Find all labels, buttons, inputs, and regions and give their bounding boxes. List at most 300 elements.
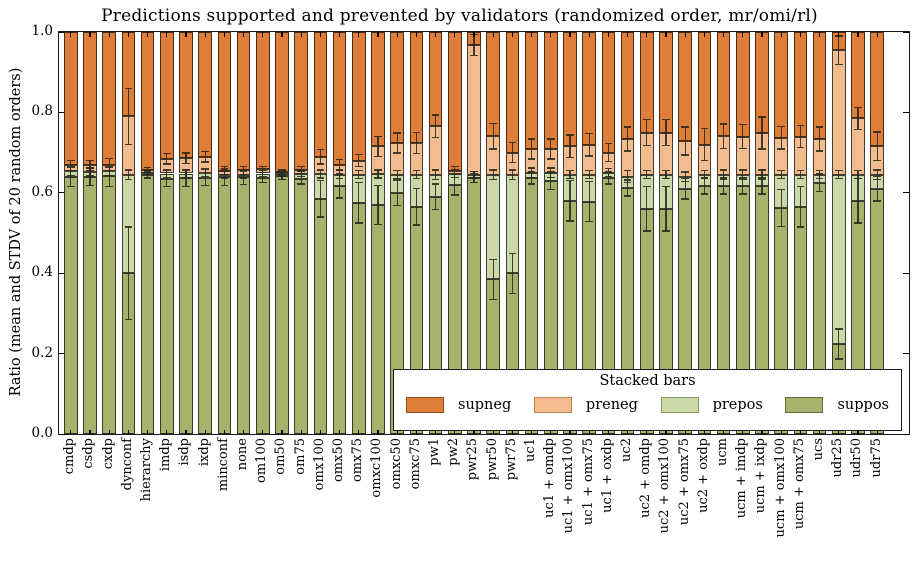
x-tick-mark <box>109 430 110 435</box>
error-bar-cap <box>777 170 785 171</box>
error-bar-cap <box>163 186 171 187</box>
error-bar-cap <box>701 128 709 129</box>
legend-entry-label: supneg <box>458 397 512 413</box>
error-bar-cap <box>624 195 632 196</box>
x-tick-mark <box>128 430 129 435</box>
x-tick-label: uc1 + omx75 <box>580 438 596 526</box>
error-bar-cap <box>816 191 824 192</box>
legend-item <box>661 395 763 415</box>
legend <box>393 369 902 431</box>
bar-segment-supneg <box>448 32 462 171</box>
x-tick-label: ucm + imdp <box>734 438 750 519</box>
bar-segment-suppos <box>294 179 308 434</box>
x-tick-label: omx50 <box>331 438 347 483</box>
legend-swatch-preneg <box>534 397 572 413</box>
error-bar <box>665 187 666 231</box>
error-bar-cap <box>336 178 344 179</box>
error-bar <box>742 178 743 194</box>
error-bar-cap <box>528 177 536 178</box>
error-bar-cap <box>720 179 728 180</box>
error-bar-cap <box>144 172 152 173</box>
error-bar-cap <box>374 169 382 170</box>
error-bar-cap <box>816 150 824 151</box>
x-tick-label: uc2 + omx100 <box>657 438 673 534</box>
error-bar-cap <box>278 179 286 180</box>
x-tick-mark <box>454 32 455 37</box>
error-bar-cap <box>528 158 536 159</box>
bar-segment-supneg <box>218 32 232 171</box>
error-bar-cap <box>393 132 401 133</box>
error-bar-cap <box>681 154 689 155</box>
bar-segment-supneg <box>870 32 884 146</box>
x-tick-label: omxc75 <box>407 438 423 490</box>
error-bar-cap <box>86 160 94 161</box>
x-tick-label: omx100 <box>311 438 327 491</box>
error-bar <box>493 123 494 149</box>
error-bar <box>569 135 570 158</box>
error-bar-cap <box>854 107 862 108</box>
error-bar <box>857 108 858 130</box>
error-bar-cap <box>259 176 267 177</box>
error-bar <box>128 227 129 319</box>
bar-segment-prepos <box>832 175 846 344</box>
x-tick-label: udr50 <box>849 438 865 478</box>
bar-segment-supneg <box>141 32 155 170</box>
x-tick-label: pwr50 <box>484 438 500 481</box>
error-bar-cap <box>163 169 171 170</box>
error-bar-cap <box>317 169 325 170</box>
error-bar-cap <box>509 253 517 254</box>
error-bar <box>800 125 801 148</box>
error-bar <box>704 178 705 194</box>
x-tick-mark <box>416 32 417 37</box>
error-bar-cap <box>451 177 459 178</box>
error-bar-cap <box>278 174 286 175</box>
error-bar-cap <box>643 145 651 146</box>
x-tick-label: ucm <box>715 438 731 466</box>
x-tick-mark <box>377 32 378 37</box>
error-bar-cap <box>413 153 421 154</box>
error-bar-cap <box>470 171 478 172</box>
x-tick-label: csdp <box>81 438 97 469</box>
error-bar-cap <box>451 194 459 195</box>
error-bar-cap <box>182 177 190 178</box>
x-tick-label: om50 <box>273 438 289 475</box>
bar-segment-suppos <box>218 177 232 434</box>
legend-entry-label: preneg <box>585 397 638 413</box>
error-bar-cap <box>355 154 363 155</box>
error-bar-cap <box>317 163 325 164</box>
bar-segment-supneg <box>333 32 347 165</box>
x-tick-mark <box>205 430 206 435</box>
error-bar <box>646 120 647 146</box>
error-bar-cap <box>144 167 152 168</box>
x-tick-mark <box>109 32 110 37</box>
error-bar-cap <box>739 193 747 194</box>
x-tick-label: uc2 + omx75 <box>676 438 692 526</box>
error-bar <box>838 329 839 359</box>
x-tick-label: pw2 <box>446 438 462 466</box>
x-tick-label: uc1 + omx100 <box>561 438 577 534</box>
error-bar-cap <box>125 169 133 170</box>
error-bar <box>857 179 858 223</box>
x-tick-mark <box>838 32 839 37</box>
x-tick-label: pwr25 <box>465 438 481 481</box>
error-bar-cap <box>528 183 536 184</box>
x-tick-mark <box>781 32 782 37</box>
x-tick-mark <box>185 430 186 435</box>
error-bar-cap <box>413 224 421 225</box>
error-bar-cap <box>125 144 133 145</box>
y-tick-mark <box>903 353 909 354</box>
bar-segment-supneg <box>371 32 385 146</box>
error-bar-cap <box>259 182 267 183</box>
y-tick-mark <box>903 112 909 113</box>
x-tick-mark <box>685 32 686 37</box>
bar-segment-supneg <box>429 32 443 126</box>
error-bar <box>723 124 724 148</box>
error-bar-cap <box>854 129 862 130</box>
bar-segment-suppos <box>160 179 174 434</box>
legend-swatch-suppos <box>785 397 823 413</box>
error-bar-cap <box>585 181 593 182</box>
error-bar-cap <box>547 189 555 190</box>
error-bar-cap <box>432 209 440 210</box>
error-bar-cap <box>393 179 401 180</box>
y-tick-mark <box>903 32 909 33</box>
error-bar-cap <box>432 114 440 115</box>
error-bar-cap <box>758 169 766 170</box>
x-tick-mark <box>819 32 820 37</box>
x-tick-mark <box>857 32 858 37</box>
x-tick-label: pw1 <box>427 438 443 466</box>
error-bar-cap <box>297 166 305 167</box>
error-bar-cap <box>643 230 651 231</box>
bar-segment-supneg <box>544 32 558 149</box>
error-bar-cap <box>509 293 517 294</box>
x-tick-label: ucm + omx100 <box>772 438 788 538</box>
error-bar-cap <box>758 179 766 180</box>
error-bar-cap <box>374 177 382 178</box>
x-tick-mark <box>569 32 570 37</box>
error-bar-cap <box>681 198 689 199</box>
bar-segment-suppos <box>179 178 193 434</box>
x-tick-mark <box>800 32 801 37</box>
error-bar-cap <box>393 178 401 179</box>
x-tick-mark <box>224 32 225 37</box>
error-bar-cap <box>355 170 363 171</box>
error-bar <box>781 190 782 227</box>
x-tick-label: omxc50 <box>388 438 404 490</box>
error-bar-cap <box>835 170 843 171</box>
x-tick-mark <box>435 32 436 37</box>
x-tick-label: none <box>235 438 251 471</box>
error-bar-cap <box>374 224 382 225</box>
x-tick-mark <box>742 32 743 37</box>
error-bar <box>627 127 628 151</box>
error-bar <box>723 178 724 194</box>
x-tick-mark <box>493 32 494 37</box>
error-bar-cap <box>777 226 785 227</box>
bar-segment-supneg <box>102 32 116 165</box>
error-bar-cap <box>701 178 709 179</box>
error-bar-cap <box>547 167 555 168</box>
error-bar <box>166 153 167 163</box>
bar-segment-suppos <box>64 177 78 434</box>
x-tick-mark <box>262 430 263 435</box>
x-tick-label: ucs <box>811 438 827 461</box>
x-tick-mark <box>243 32 244 37</box>
x-tick-mark <box>243 430 244 435</box>
bar-segment-supneg <box>678 32 692 141</box>
legend-swatch-supneg <box>406 397 444 413</box>
y-tick-mark <box>903 192 909 193</box>
error-bar-cap <box>509 162 517 163</box>
error-bar-cap <box>701 160 709 161</box>
y-tick-mark <box>903 434 909 435</box>
error-bar <box>416 189 417 225</box>
error-bar <box>339 159 340 169</box>
error-bar-cap <box>758 116 766 117</box>
error-bar-cap <box>489 169 497 170</box>
error-bar-cap <box>317 177 325 178</box>
x-tick-label: ixdp <box>196 438 212 467</box>
x-tick-mark <box>301 430 302 435</box>
error-bar-cap <box>259 172 267 173</box>
error-bar-cap <box>470 182 478 183</box>
error-bar-cap <box>259 166 267 167</box>
error-bar <box>493 259 494 299</box>
x-tick-label: om100 <box>254 438 270 483</box>
error-bar-cap <box>739 179 747 180</box>
x-tick-label: uc2 <box>619 438 635 462</box>
error-bar <box>781 126 782 149</box>
legend-item <box>406 395 511 415</box>
bar-segment-suppos <box>256 178 270 434</box>
error-bar-cap <box>221 177 229 178</box>
bar-segment-supneg <box>621 32 635 139</box>
error-bar <box>800 187 801 227</box>
y-tick-label: 0.0 <box>31 425 53 441</box>
error-bar <box>742 124 743 148</box>
x-tick-mark <box>608 32 609 37</box>
error-bar <box>665 120 666 146</box>
error-bar <box>109 159 110 171</box>
error-bar-cap <box>777 148 785 149</box>
error-bar-cap <box>240 174 248 175</box>
error-bar-cap <box>605 168 613 169</box>
error-bar <box>512 253 513 293</box>
error-bar-cap <box>643 119 651 120</box>
bar-segment-supneg <box>198 32 212 157</box>
bar-segment-supneg <box>83 32 97 165</box>
bar-segment-supneg <box>486 32 500 136</box>
error-bar-cap <box>413 170 421 171</box>
x-tick-mark <box>147 430 148 435</box>
error-bar-cap <box>624 126 632 127</box>
error-bar-cap <box>835 358 843 359</box>
error-bar-cap <box>317 180 325 181</box>
error-bar-cap <box>317 149 325 150</box>
error-bar-cap <box>67 175 75 176</box>
x-tick-label: uc2 + omdp <box>638 438 654 518</box>
bar-segment-supneg <box>390 32 404 143</box>
error-bar-cap <box>662 178 670 179</box>
x-tick-mark <box>224 430 225 435</box>
error-bar <box>397 180 398 206</box>
bar-segment-supneg <box>352 32 366 161</box>
error-bar-cap <box>547 158 555 159</box>
x-tick-label: udr25 <box>830 438 846 478</box>
error-bar-cap <box>336 169 344 170</box>
bar-segment-preneg <box>832 50 846 175</box>
error-bar-cap <box>297 183 305 184</box>
error-bar <box>761 117 762 149</box>
error-bar-cap <box>720 193 728 194</box>
error-bar-cap <box>86 170 94 171</box>
x-tick-mark <box>301 32 302 37</box>
bar-segment-supneg <box>582 32 596 145</box>
error-bar-cap <box>701 170 709 171</box>
error-bar <box>320 181 321 217</box>
bar-segment-supneg <box>256 32 270 169</box>
y-axis-label: Ratio (mean and STDV of 20 random orders) <box>8 67 24 397</box>
x-tick-mark <box>704 32 705 37</box>
error-bar <box>550 139 551 159</box>
bar-segment-supneg <box>275 32 289 172</box>
error-bar-cap <box>585 221 593 222</box>
bar-segment-supneg <box>659 32 673 133</box>
x-tick-mark <box>339 430 340 435</box>
error-bar-cap <box>182 169 190 170</box>
error-bar-cap <box>509 179 517 180</box>
error-bar-cap <box>336 197 344 198</box>
bar-segment-supneg <box>160 32 174 159</box>
error-bar-cap <box>221 166 229 167</box>
x-tick-mark <box>262 32 263 37</box>
x-tick-mark <box>128 32 129 37</box>
error-bar-cap <box>873 179 881 180</box>
error-bar-cap <box>182 186 190 187</box>
error-bar-cap <box>355 222 363 223</box>
legend-item <box>534 395 638 415</box>
error-bar-cap <box>643 178 651 179</box>
error-bar-cap <box>605 183 613 184</box>
error-bar-cap <box>182 152 190 153</box>
error-bar-cap <box>374 136 382 137</box>
error-bar-cap <box>566 170 574 171</box>
x-tick-mark <box>473 32 474 37</box>
error-bar-cap <box>86 175 94 176</box>
error-bar-cap <box>317 216 325 217</box>
error-bar-cap <box>240 166 248 167</box>
x-tick-mark <box>723 32 724 37</box>
bar-segment-supneg <box>794 32 808 137</box>
error-bar-cap <box>336 159 344 160</box>
error-bar-cap <box>739 169 747 170</box>
bar-segment-supneg <box>717 32 731 136</box>
error-bar <box>397 133 398 153</box>
legend-swatch-prepos <box>661 397 699 413</box>
error-bar-cap <box>182 163 190 164</box>
error-bar-cap <box>67 186 75 187</box>
error-bar-cap <box>125 319 133 320</box>
error-bar-cap <box>144 174 152 175</box>
error-bar <box>435 115 436 138</box>
error-bar-cap <box>854 170 862 171</box>
error-bar-cap <box>873 200 881 201</box>
error-bar-cap <box>470 177 478 178</box>
error-bar <box>531 139 532 159</box>
y-tick-mark <box>903 273 909 274</box>
error-bar-cap <box>489 123 497 124</box>
error-bar-cap <box>624 170 632 171</box>
error-bar <box>416 133 417 154</box>
x-tick-mark <box>320 32 321 37</box>
y-tick-label: 0.6 <box>31 183 53 200</box>
x-tick-mark <box>512 32 513 37</box>
x-tick-mark <box>665 32 666 37</box>
y-tick-label: 1.0 <box>31 23 53 39</box>
error-bar-cap <box>221 174 229 175</box>
legend-entry-label: suppos <box>837 397 889 413</box>
chart-title: Predictions supported and prevented by validators (randomized order, mr/omi/rl) <box>101 6 818 26</box>
x-tick-label: ucm + ixdp <box>753 438 769 514</box>
error-bar <box>377 186 378 225</box>
x-tick-mark <box>339 32 340 37</box>
error-bar-cap <box>163 153 171 154</box>
error-bar-cap <box>374 156 382 157</box>
error-bar-cap <box>355 178 363 179</box>
legend-entry-label: prepos <box>712 397 763 413</box>
bar-segment-supneg <box>237 32 251 170</box>
error-bar-cap <box>125 88 133 89</box>
error-bar-cap <box>854 178 862 179</box>
bar-segment-suppos <box>275 176 289 434</box>
x-tick-mark <box>877 32 878 37</box>
error-bar <box>435 184 436 210</box>
error-bar-cap <box>835 328 843 329</box>
error-bar-cap <box>432 169 440 170</box>
error-bar <box>589 182 590 222</box>
bar-segment-supneg <box>525 32 539 149</box>
y-tick-label: 0.2 <box>31 344 53 361</box>
error-bar-cap <box>451 166 459 167</box>
x-tick-mark <box>358 430 359 435</box>
error-bar-cap <box>681 171 689 172</box>
error-bar-cap <box>701 193 709 194</box>
error-bar-cap <box>509 169 517 170</box>
error-bar <box>608 144 609 162</box>
error-bar-cap <box>854 222 862 223</box>
error-bar-cap <box>585 170 593 171</box>
x-tick-label: ucm + omx75 <box>791 438 807 530</box>
legend-title: Stacked bars <box>599 373 696 389</box>
error-bar-cap <box>643 170 651 171</box>
error-bar-cap <box>566 178 574 179</box>
x-tick-mark <box>531 32 532 37</box>
error-bar <box>685 127 686 155</box>
x-tick-label: omxc100 <box>369 438 385 498</box>
x-tick-label: imdp <box>158 438 174 472</box>
x-tick-mark <box>166 32 167 37</box>
error-bar-cap <box>873 131 881 132</box>
x-tick-label: dynconf <box>119 438 135 491</box>
error-bar-cap <box>835 178 843 179</box>
error-bar-cap <box>432 179 440 180</box>
error-bar-cap <box>797 147 805 148</box>
error-bar-cap <box>643 186 651 187</box>
